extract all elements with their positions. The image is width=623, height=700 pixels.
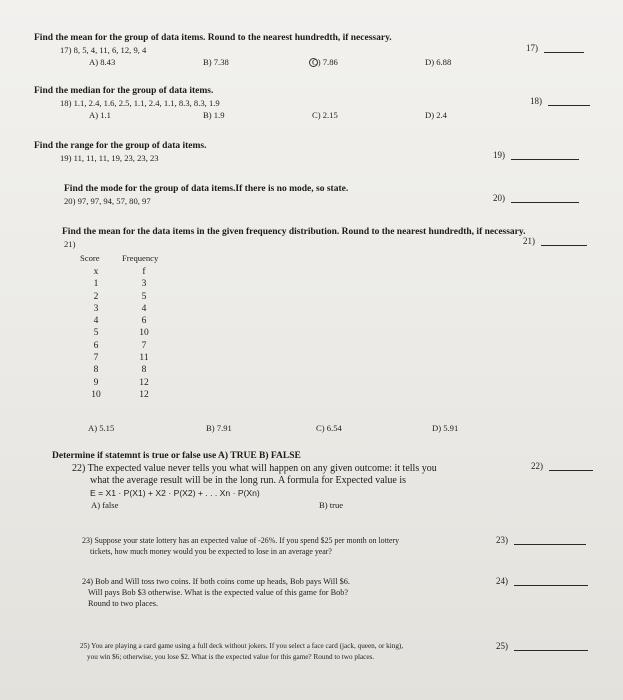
q19-answer-blank[interactable] xyxy=(493,150,579,160)
x-column xyxy=(84,266,108,401)
q24-answer-blank[interactable] xyxy=(496,576,588,586)
f-value: 12 xyxy=(139,389,149,400)
q18-answer-blank[interactable] xyxy=(530,96,590,106)
q25-blank-label: 25) xyxy=(496,641,508,651)
q23-line1: 23) Suppose your state lottery has an expected value of -26%. If you spend $25 per month on lottery xyxy=(82,536,400,545)
q25-line1: 25) You are playing a card game using a full deck without jokers. If you select a face card (jack, queen, or king), xyxy=(80,642,404,650)
q23-answer-blank[interactable] xyxy=(496,535,586,545)
q17-choice-d: D) 6.88 xyxy=(425,57,452,67)
f-value: 12 xyxy=(139,377,149,388)
q22-answer-blank[interactable] xyxy=(531,461,593,471)
q24-line2: Will pays Bob $3 otherwise. What is the expected value of this game for Bob? xyxy=(88,588,349,597)
q21-choice-d: D) 5.91 xyxy=(432,423,459,433)
q18-choice-c: C) 2.15 xyxy=(312,110,338,120)
q17-instructions: Find the mean for the group of data items. Round to the nearest hundredth, if necessary. xyxy=(34,33,392,43)
x-value: 1 xyxy=(93,279,99,290)
true-false-instructions: Determine if statemnt is true or false use A) TRUE B) FALSE xyxy=(52,451,301,461)
f-value: 10 xyxy=(139,328,149,339)
f-value: 5 xyxy=(141,291,147,302)
q21-choice-b: B) 7.91 xyxy=(206,423,232,433)
q18-instructions: Find the median for the group of data items. xyxy=(34,86,214,96)
q17-choice-c: C) 7.86 xyxy=(312,57,338,67)
x-value: 3 xyxy=(93,303,99,314)
q21-choice-c: C) 6.54 xyxy=(316,423,342,433)
q22-line1: 22) The expected value never tells you what will happen on any given outcome: it tells you xyxy=(72,463,437,474)
q22-blank-label: 22) xyxy=(531,461,543,471)
table-header-frequency: Frequency xyxy=(122,253,159,263)
q22-line2: what the average result will be in the long run. A formula for Expected value is xyxy=(90,475,407,486)
q21-instructions: Find the mean for the data items in the given frequency distribution. Round to the nearest hundredth, if necessary. xyxy=(62,227,526,237)
q21-blank-label: 21) xyxy=(523,236,535,246)
q23-blank-label: 23) xyxy=(496,535,508,545)
q19-instructions: Find the range for the group of data items. xyxy=(34,141,207,151)
f-value: 7 xyxy=(141,340,147,351)
q20-answer-blank[interactable] xyxy=(493,193,579,203)
q18-choice-d: D) 2.4 xyxy=(425,110,447,120)
x-value: 10 xyxy=(91,389,101,400)
q17-answer-blank[interactable] xyxy=(526,43,584,53)
q17-choice-a: A) 8.43 xyxy=(89,57,116,67)
q19-data: 19) 11, 11, 11, 19, 23, 23, 23 xyxy=(60,153,159,163)
x-header: x xyxy=(93,267,99,277)
x-value: 5 xyxy=(93,328,99,339)
q25-line2: you win $6; otherwise, you lose $2. What is the expected value for this game? Round to two places. xyxy=(87,653,375,661)
x-value: 6 xyxy=(93,340,99,351)
f-value: 8 xyxy=(141,365,147,376)
q19-blank-label: 19) xyxy=(493,150,505,160)
q20-instructions: Find the mode for the group of data items.If there is no mode, so state. xyxy=(64,184,349,194)
q25-answer-blank[interactable] xyxy=(496,641,588,651)
x-value: 4 xyxy=(93,316,99,327)
q24-line1: 24) Bob and Will toss two coins. If both coins come up heads, Bob pays Will $6. xyxy=(82,577,350,586)
q18-choice-a: A) 1.1 xyxy=(89,110,111,120)
f-value: 3 xyxy=(141,279,147,290)
x-value: 7 xyxy=(93,353,99,364)
q17-data: 17) 8, 5, 4, 11, 6, 12, 9, 4 xyxy=(60,45,147,55)
f-column xyxy=(132,266,156,401)
q18-data: 18) 1.1, 2.4, 1.6, 2.5, 1.1, 2.4, 1.1, 8.3, 8.3, 1.9 xyxy=(60,98,220,108)
q24-line3: Round to two places. xyxy=(88,599,159,608)
x-value: 8 xyxy=(93,365,99,376)
q17-choice-b: B) 7.38 xyxy=(203,57,229,67)
q21-number: 21) xyxy=(64,239,76,249)
q17-blank-label: 17) xyxy=(526,43,538,53)
q23-line2: tickets, how much money would you be expected to lose in an average year? xyxy=(90,547,332,556)
x-value: 9 xyxy=(93,377,99,388)
q20-data: 20) 97, 97, 94, 57, 80, 97 xyxy=(64,196,151,206)
table-header-score: Score xyxy=(80,253,100,263)
f-value: 4 xyxy=(141,303,147,314)
q22-formula: E = X1 · P(X1) + X2 · P(X2) + . . . Xn · P(Xn) xyxy=(90,488,260,498)
q21-choice-a: A) 5.15 xyxy=(88,423,115,433)
x-value: 2 xyxy=(93,291,99,302)
q22-choice-a: A) false xyxy=(91,500,119,510)
q24-blank-label: 24) xyxy=(496,576,508,586)
q22-choice-b: B) true xyxy=(319,500,344,510)
q18-choice-b: B) 1.9 xyxy=(203,110,225,120)
f-value: 6 xyxy=(141,316,147,327)
f-header: f xyxy=(142,267,146,277)
f-value: 11 xyxy=(139,353,149,364)
q18-blank-label: 18) xyxy=(530,96,542,106)
q20-blank-label: 20) xyxy=(493,193,505,203)
q21-answer-blank[interactable] xyxy=(523,236,587,246)
